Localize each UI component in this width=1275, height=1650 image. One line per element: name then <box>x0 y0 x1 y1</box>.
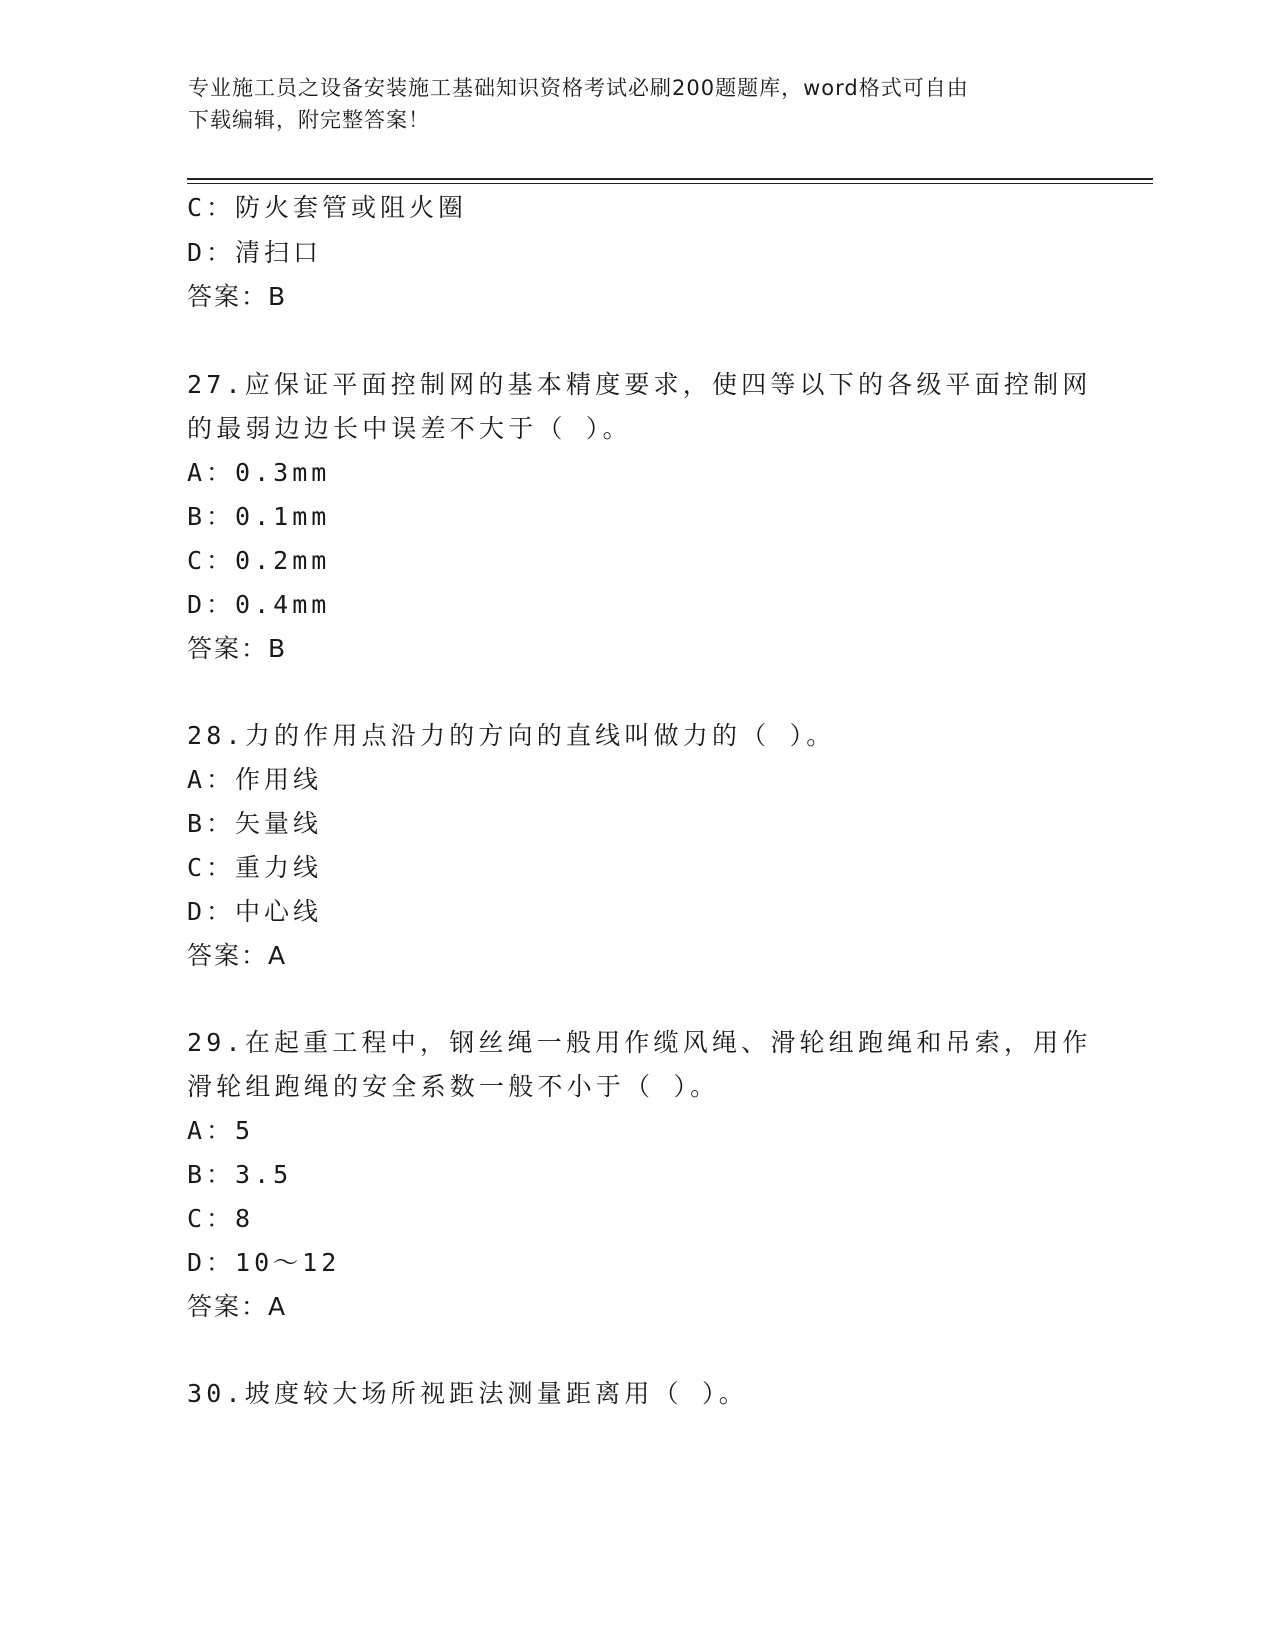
q27-option-c: C：0.2mm <box>187 546 331 575</box>
q27-option-d: D：0.4mm <box>187 590 331 619</box>
q26-option-d: D：清扫口 <box>187 238 323 267</box>
q27-stem-line-1: 27.应保证平面控制网的基本精度要求，使四等以下的各级平面控制网 <box>187 370 1092 399</box>
header-line-2: 下载编辑，附完整答案！ <box>188 108 430 132</box>
q27-option-a: A：0.3mm <box>187 458 331 487</box>
header-line-1: 专业施工员之设备安装施工基础知识资格考试必刷200题题库，word格式可自由 <box>188 76 969 100</box>
q28-stem-line-1: 28.力的作用点沿力的方向的直线叫做力的（ ）。 <box>187 721 836 750</box>
q28-option-c: C：重力线 <box>187 853 323 882</box>
q29-stem-line-1: 29.在起重工程中，钢丝绳一般用作缆风绳、滑轮组跑绳和吊索，用作 <box>187 1028 1092 1057</box>
q29-option-d: D：10～12 <box>187 1248 341 1277</box>
q28-option-a: A：作用线 <box>187 765 323 794</box>
q29-option-c: C：8 <box>187 1204 255 1233</box>
header-rule-thick <box>187 178 1153 180</box>
q26-option-c: C：防火套管或阻火圈 <box>187 193 468 222</box>
q28-answer: 答案：A <box>187 941 288 970</box>
q27-option-b: B：0.1mm <box>187 502 331 531</box>
q28-option-d: D：中心线 <box>187 897 323 926</box>
q27-stem-line-2: 的最弱边边长中误差不大于（ ）。 <box>187 414 632 443</box>
q29-option-a: A：5 <box>187 1116 255 1145</box>
q29-option-b: B：3.5 <box>187 1160 293 1189</box>
q26-answer: 答案：B <box>187 282 288 311</box>
q27-answer: 答案：B <box>187 634 288 663</box>
header-rule-thin <box>187 183 1153 184</box>
q30-stem-line-1: 30.坡度较大场所视距法测量距离用（ ）。 <box>187 1379 748 1408</box>
q29-answer: 答案：A <box>187 1292 288 1321</box>
q29-stem-line-2: 滑轮组跑绳的安全系数一般不小于（ ）。 <box>187 1072 720 1101</box>
document-header <box>188 72 1088 136</box>
q28-option-b: B：矢量线 <box>187 809 323 838</box>
